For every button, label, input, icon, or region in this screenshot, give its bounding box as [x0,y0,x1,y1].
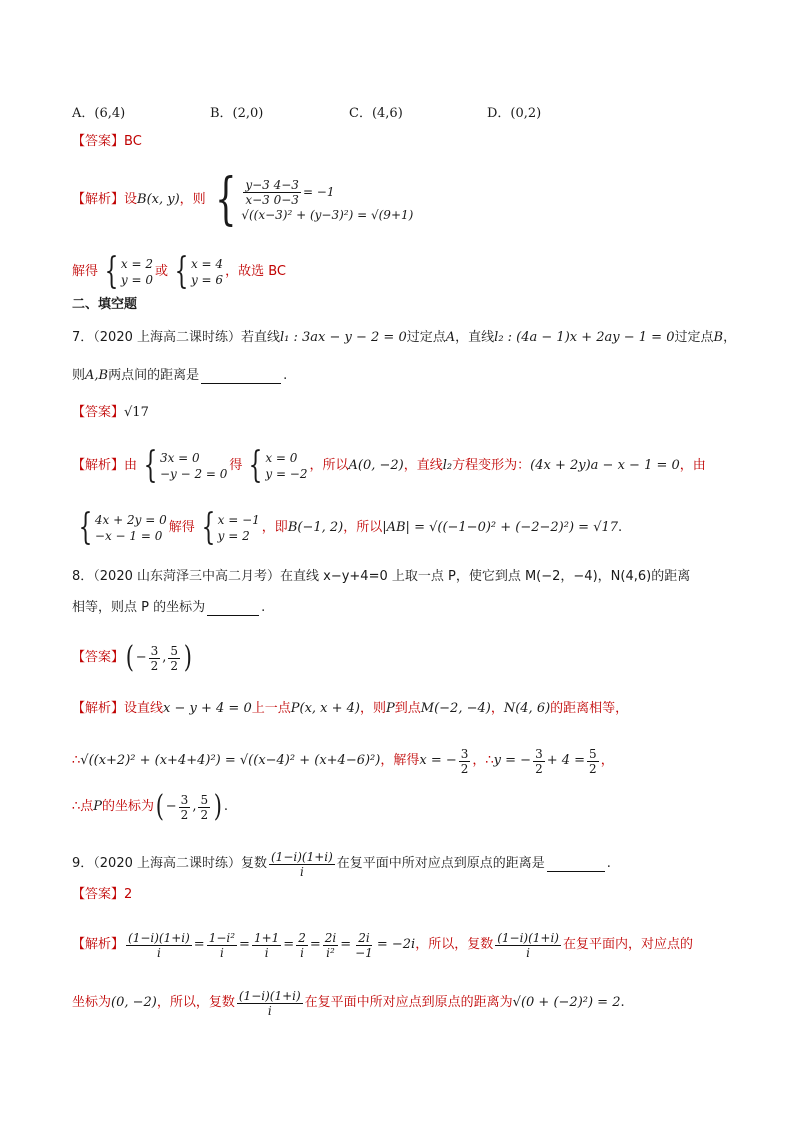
analysis-text: ，所以，复数 [415,937,494,952]
q6-solution [72,251,754,292]
analysis-text: ，所以 [343,520,383,535]
math-line-l2: l₂ [442,458,453,473]
analysis-text: 的坐标为 [102,799,155,814]
question-text: . [606,856,611,871]
system-row: x = 2 [120,257,154,271]
math-expr: = −2i [376,937,416,952]
paren-left: ( [125,640,134,675]
question-text: 过定点 [406,330,446,345]
fraction-den: 2 [460,761,469,776]
system-row: x = 4 [190,257,224,271]
equation-system: { x = 0 y = −2 [249,445,308,486]
q7-stem-2 [72,367,754,385]
question-text: 8．（2020 山东菏泽三中高二月考）在直线 x−y+4=0 上取一点 P，使它到点 M(−2，−4)，N(4,6)的距离 [72,569,691,584]
analysis-text: ，故选 BC [225,264,286,279]
q6-analysis [72,167,754,232]
q8-analysis-2 [72,744,754,778]
answer-value: √17 [124,405,149,420]
analysis-text: 由 [124,458,138,473]
analysis-text: 的距离相等， [550,701,629,716]
math-point-b: B(x, y) [137,192,180,207]
equation-system: { $\frac{y-3 4-3}{x-3 0-3}$ = −1 √((x−3)² + (y−3)²) = √(9+1) [214,167,414,232]
analysis-text: 设 [124,192,138,207]
answer-tag: 【答案】 [72,650,125,665]
math-line-l1: l₁ : 3ax − y − 2 = 0 [280,330,407,345]
q7-analysis-1 [72,445,754,486]
fraction-den: −1 [355,945,373,960]
analysis-text: ，则 [360,701,387,716]
fraction-num: 5 [200,792,209,807]
fraction-num: 3 [150,643,159,658]
answer-value: BC [124,134,142,149]
math-expr: x = − [419,753,457,768]
math-point-a: A(0, −2) [348,458,404,473]
system-row: y = 2 [217,529,250,543]
fraction-num: 2i [324,930,337,945]
question-text: . [261,600,266,615]
question-text: 则 [72,368,86,383]
q8-stem [72,568,754,586]
system-row: y = 0 [120,273,154,287]
analysis-text: 或 [155,264,169,279]
fraction-den: 2 [535,761,543,776]
answer-blank[interactable] [201,369,281,384]
fraction-num: 3 [180,792,189,807]
answer-tag: 【答案】 [72,134,125,149]
analysis-text: ∴ [72,753,81,768]
analysis-text: 上一点 [251,701,291,716]
fraction-den: i [526,945,531,960]
answer-blank[interactable] [547,857,605,872]
solution-system-2: { x = 4 y = 6 [174,251,224,292]
fraction-num: 1+1 [253,930,280,945]
fraction-den: i [267,1003,272,1018]
question-text: ，直线 [455,330,495,345]
math-equation: √((x+2)² + (x+4+4)²) = √((x−4)² + (x+4−6)²) [80,753,381,768]
analysis-text: ，即 [261,520,288,535]
math-point-m: M(−2, −4) [420,701,491,716]
fraction-den: 2 [200,807,209,822]
q8-analysis-1 [72,700,754,718]
question-text: 相等，则点 P 的坐标为 [72,600,206,615]
fraction-den: i² [326,945,335,960]
analysis-text: ，解得 [380,753,420,768]
analysis-text: ， [600,753,614,768]
q7-stem [72,329,754,347]
q9-answer [72,886,754,904]
fraction-den: 2 [180,807,189,822]
analysis-tag: 【解析】 [72,701,125,716]
math-point: P [93,799,103,814]
system-row: x = −1 [217,513,260,527]
analysis-text: ，直线 [403,458,443,473]
question-text: ， [723,330,737,345]
analysis-tag: 【解析】 [72,937,125,952]
analysis-text: ，由 [679,458,706,473]
section-header: 二、填空题 [72,297,138,312]
analysis-text: 在复平面内，对应点的 [562,937,693,952]
math-point: (0, −2) [111,995,157,1010]
analysis-text: ∴点 [72,799,94,814]
math-equation: (4x + 2y)a − x − 1 = 0 [530,458,680,473]
analysis-text: ，则 [179,192,206,207]
math-equation: √(0 + (−2)²) = 2 [512,995,621,1010]
solution-system-1: { x = 2 y = 0 [104,251,154,292]
fraction-den: 2 [170,658,179,673]
question-text: 7．（2020 上海高二课时练）若直线 [72,330,280,345]
math-points: A,B [85,368,109,383]
fraction-num: 5 [589,746,597,761]
math-point: A [445,330,456,345]
analysis-text: 到点 [394,701,421,716]
fraction-den: 2 [589,761,597,776]
fraction-den: x−3 0−3 [245,192,299,207]
math-point: P [386,701,395,716]
math-line: x − y + 4 = 0 [163,701,252,716]
system-row: y = −2 [265,467,308,481]
analysis-text: 解得 [72,264,99,279]
option-c: C．(4,6) [349,106,403,121]
question-text: . [283,368,288,383]
q8-analysis-3: ∴点 P 的坐标为 ( − $\frac{3}{2}$ , $\frac{5}{2}$ ) . [72,789,228,824]
analysis-text: 在复平面中所对应点到原点的距离为 [304,995,513,1010]
fraction-num: (1−i)(1+i) [497,930,559,945]
q9-analysis-1: 【解析】 $\frac{(1-i)(1+i)}{i}$ = $\frac{\text{1−i²}}{i}$ = $\frac{1+1}{i}$ = $\frac{2}{i}$ = $\frac{2i}{\text{i²}}$ = $\frac{2i}{-1}$ = −2i ，所以，复数 $\frac{(1-i)(1+i)}{i}$ 在复平面内，对应点的 [72,930,693,960]
analysis-text: . [618,520,623,535]
option-d: D．(0,2) [487,106,542,121]
system-row: y = 6 [190,273,224,287]
analysis-text: . [223,799,228,814]
fraction-den: i [300,945,304,960]
analysis-text: ，∴ [472,753,494,768]
q8-answer: 【答案】 ( − $\frac{3}{2}$ , $\frac{5}{2}$ ) [72,640,193,675]
option-a: A．(6,4) [72,106,126,121]
math-expr: y = − [493,753,532,768]
analysis-text: 设直线 [124,701,164,716]
math-point-p: P(x, x + 4) [290,701,360,716]
option-b: B．(2,0) [210,106,264,121]
fraction-den: i [219,945,224,960]
math-point-n: N(4, 6) [503,701,551,716]
analysis-text: . [620,995,625,1010]
analysis-tag: 【解析】 [72,458,125,473]
paren-right: ) [183,640,193,675]
analysis-text: ，所以，复数 [156,995,235,1010]
q8-stem-2 [72,599,754,617]
analysis-text: 得 [229,458,243,473]
answer-value: 2 [124,887,133,902]
fraction-den: i [264,945,269,960]
analysis-text: ，所以 [309,458,349,473]
fraction-den: 2 [150,658,159,673]
analysis-text: 解得 [168,520,195,535]
q7-answer [72,404,754,422]
math-expr: + 4 = [546,753,586,768]
fraction-num: 2 [298,930,306,945]
equation-system: { 4x + 2y = 0 −x − 1 = 0 [78,507,167,548]
q9-stem [72,848,754,880]
q6-answer [72,133,754,151]
question-text: 过定点 [674,330,714,345]
system-row: 3x = 0 [159,451,200,465]
answer-tag: 【答案】 [72,887,125,902]
fraction-den: i [156,945,161,960]
fraction-num: (1−i)(1+i) [238,988,301,1003]
analysis-text: 方程变形为： [452,458,531,473]
question-text: 9．（2020 上海高二课时练）复数 [72,856,267,871]
math-distance: |AB| = √((−1−0)² + (−2−2)²) = √17 [382,520,619,535]
analysis-text: ， [490,701,504,716]
q7-analysis-2 [72,507,754,548]
math-line-l2: l₂ : (4a − 1)x + 2ay − 1 = 0 [494,330,675,345]
fraction-num: 3 [535,746,543,761]
fraction-num: 3 [460,746,469,761]
fraction-num: 5 [170,643,179,658]
fraction-num: (1−i)(1+i) [271,849,333,864]
system-row: −x − 1 = 0 [94,529,163,543]
question-text: 两点间的距离是 [108,368,200,383]
equation-system: { 3x = 0 −y − 2 = 0 [143,445,228,486]
fraction-num: 1−i² [208,930,236,945]
analysis-tag: 【解析】 [72,192,125,207]
fraction-num: y−3 4−3 [245,177,299,192]
equation-distance: √((x−3)² + (y−3)²) = √(9+1) [241,207,414,222]
question-text: 在复平面中所对应点到原点的距离是 [336,856,545,871]
analysis-text: 坐标为 [72,995,112,1010]
answer-blank[interactable] [207,601,259,616]
math-point: B [713,330,724,345]
system-row: −y − 2 = 0 [159,467,228,481]
equation-system: { x = −1 y = 2 [201,507,260,548]
system-row: 4x + 2y = 0 [94,513,167,527]
answer-tag: 【答案】 [72,405,125,420]
fraction-num: (1−i)(1+i) [128,930,190,945]
math-point-b: B(−1, 2) [287,520,344,535]
q9-analysis-2 [72,986,754,1020]
fraction-num: 2i [358,930,370,945]
system-row: x = 0 [265,451,298,465]
fraction-den: i [299,864,304,879]
equation-rhs: = −1 [302,185,335,199]
